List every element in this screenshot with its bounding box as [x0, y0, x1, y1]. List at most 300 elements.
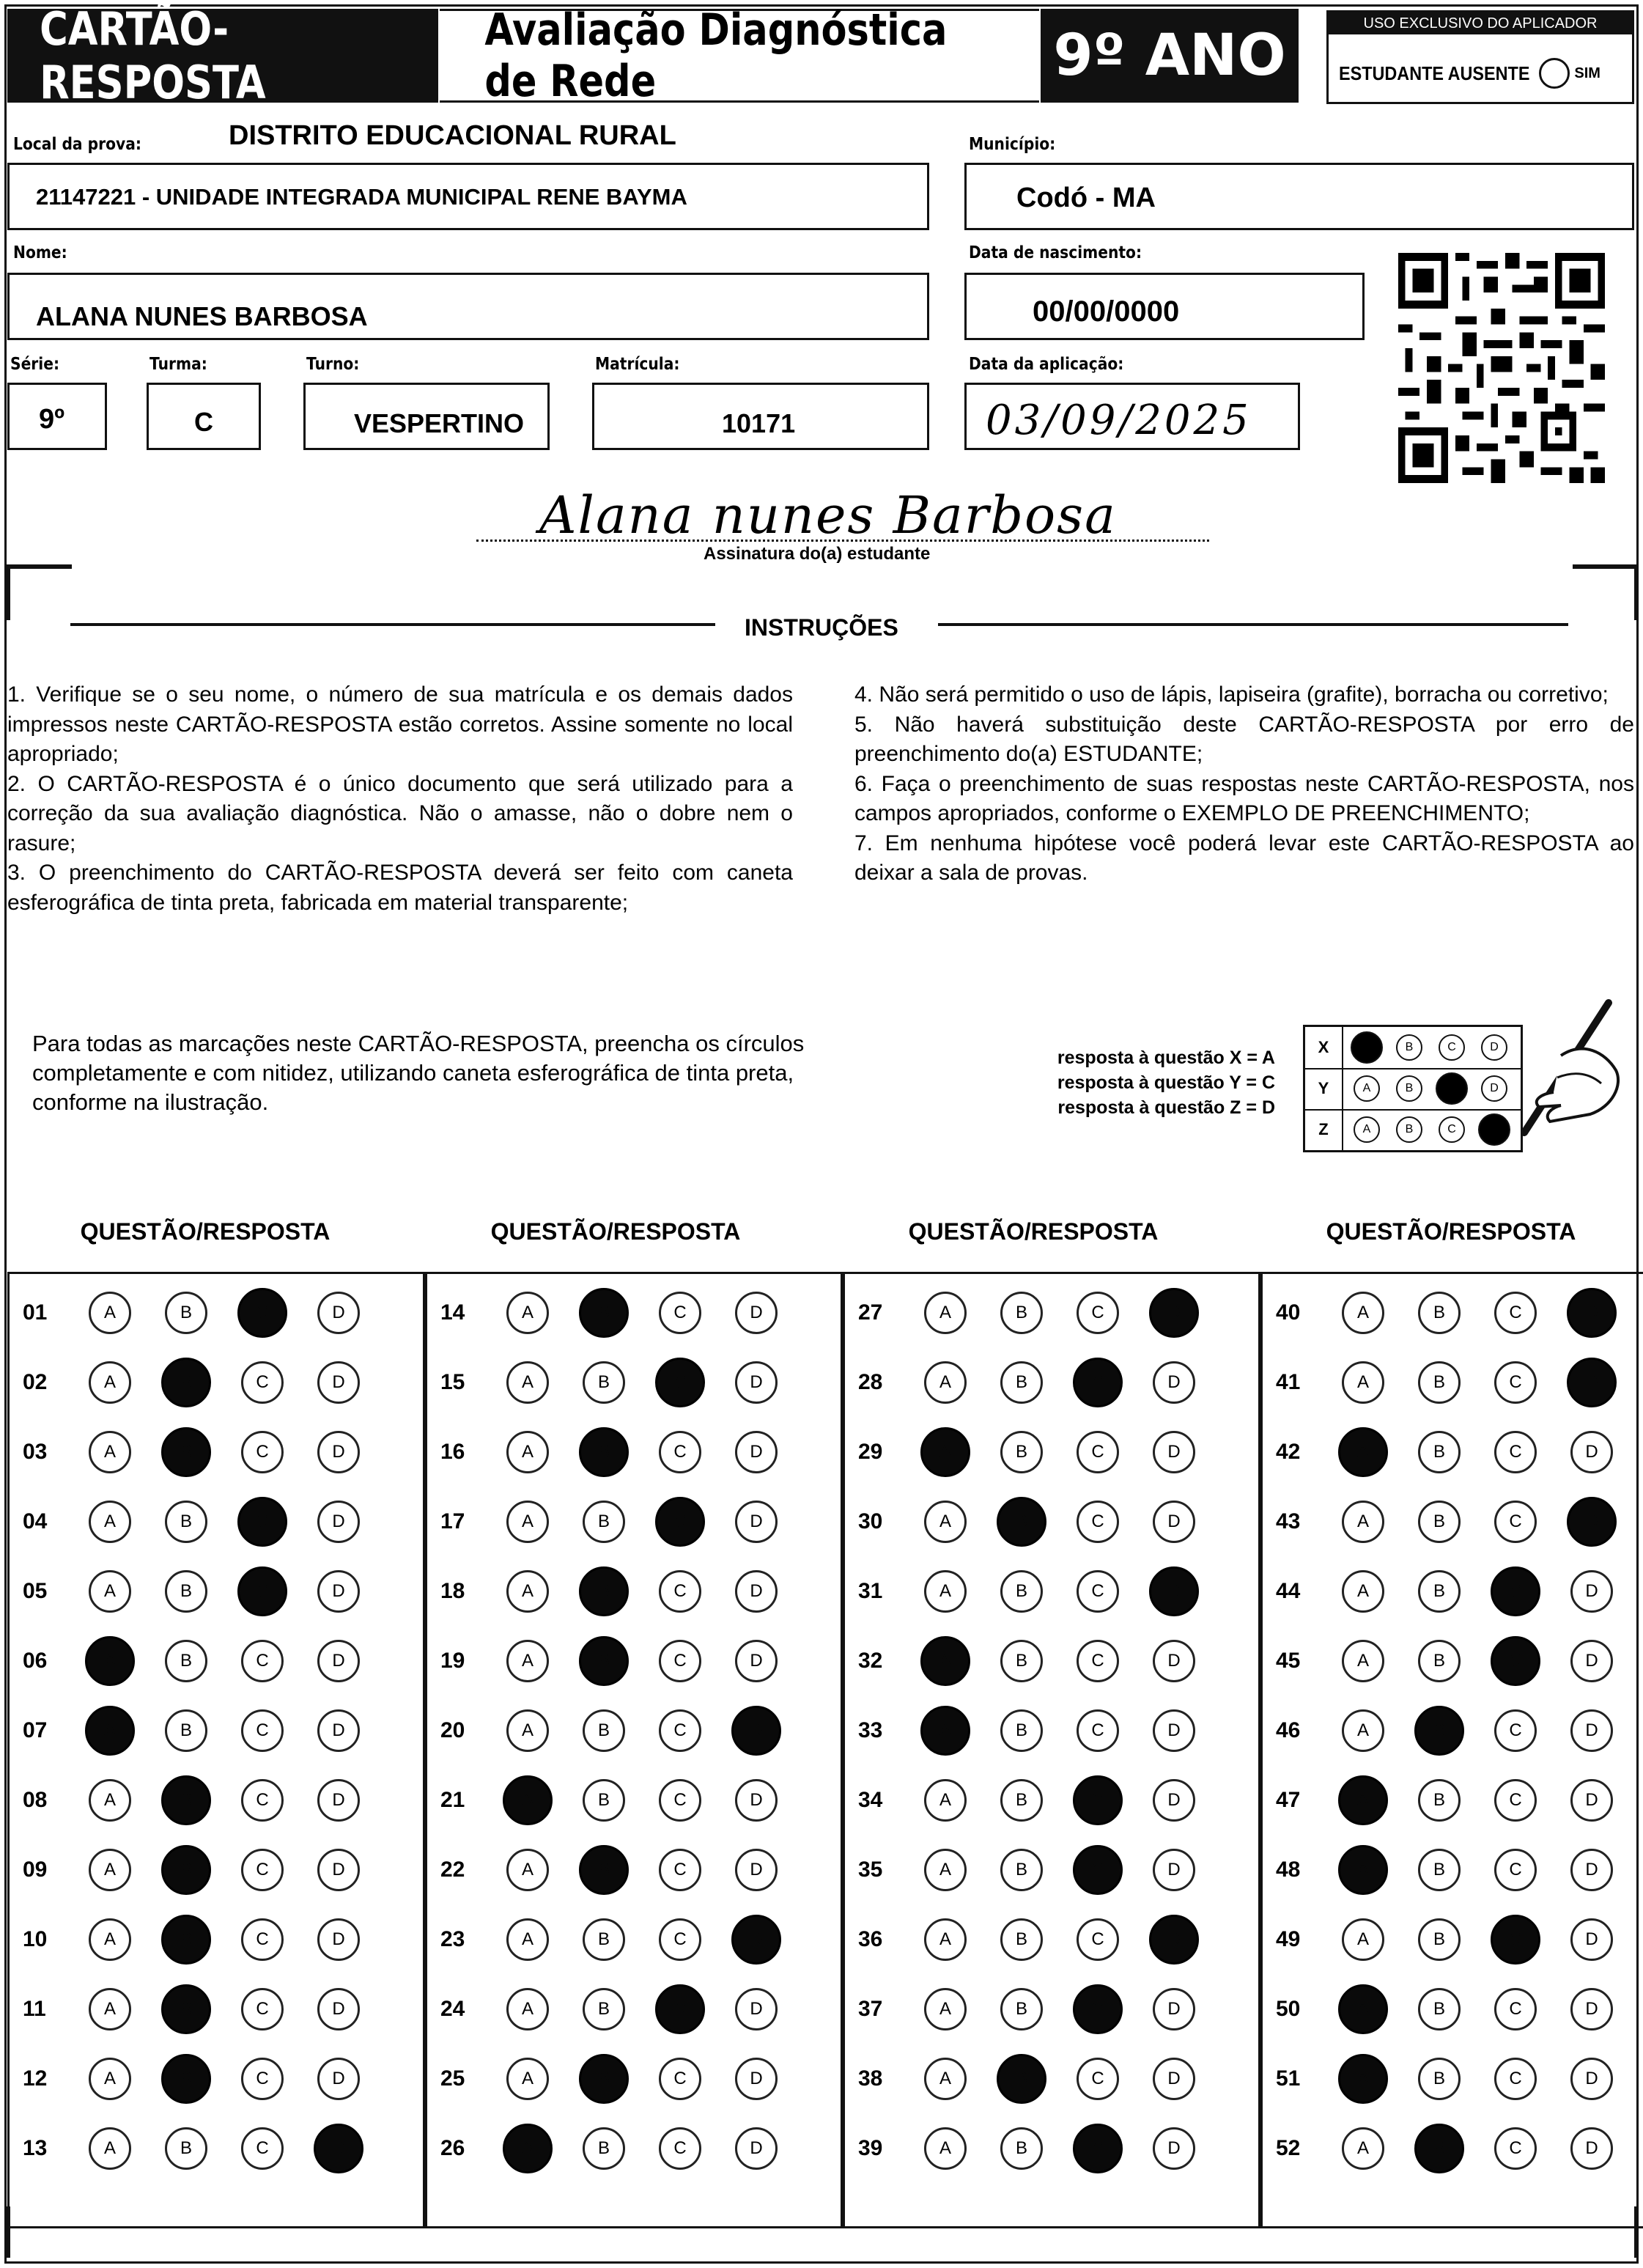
- signature-line: [476, 540, 1209, 542]
- instructions-right: [854, 680, 1634, 888]
- answer-bubble[interactable]: D: [317, 1501, 360, 1543]
- serie-field: 9º: [7, 383, 107, 450]
- question-number: 42: [1276, 1440, 1301, 1464]
- answer-bubble[interactable]: D: [1153, 1431, 1195, 1473]
- answer-bubble[interactable]: B: [1418, 1361, 1461, 1404]
- answer-bubble-filled[interactable]: C: [1073, 2124, 1123, 2173]
- answer-bubble[interactable]: C: [659, 2058, 701, 2100]
- answer-bubble[interactable]: A: [89, 1570, 131, 1613]
- example-text: Para todas as marcações neste CARTÃO-RESPOSTA, preencha os círculos completamente e com nitidez, utilizando caneta esferográfica de tinta preta, conforme na ilustração.: [32, 1031, 805, 1115]
- answer-bubble[interactable]: C: [1077, 1640, 1119, 1682]
- answer-bubble-filled[interactable]: D: [1149, 1288, 1199, 1338]
- answer-bubble[interactable]: A: [89, 2058, 131, 2100]
- answer-row: [1263, 2114, 1643, 2184]
- answer-bubble[interactable]: C: [659, 2127, 701, 2170]
- answer-bubble-filled[interactable]: A: [503, 1775, 553, 1825]
- answer-bubble[interactable]: B: [165, 1640, 207, 1682]
- question-number: 14: [440, 1300, 465, 1325]
- answer-bubble-filled[interactable]: B: [579, 1427, 629, 1477]
- answer-bubble[interactable]: D: [1570, 1431, 1613, 1473]
- answer-bubble[interactable]: D: [317, 1361, 360, 1404]
- instruction-3: 3. O preenchimento do CARTÃO-RESPOSTA deverá ser feito com caneta esferográfica de tinta preta, fabricada em material transparente;: [7, 861, 793, 915]
- answer-bubble[interactable]: A: [924, 1361, 967, 1404]
- answer-bubble[interactable]: C: [241, 1431, 284, 1473]
- answer-bubble[interactable]: A: [506, 1640, 549, 1682]
- answer-bubble[interactable]: C: [1494, 1779, 1537, 1822]
- answer-bubble[interactable]: B: [1000, 1361, 1043, 1404]
- answer-bubble[interactable]: A: [506, 1292, 549, 1334]
- answer-bubble-filled[interactable]: B: [161, 1775, 211, 1825]
- answer-bubble[interactable]: C: [241, 1849, 284, 1891]
- answer-row: [1263, 2044, 1643, 2114]
- answer-bubble[interactable]: D: [1153, 1640, 1195, 1682]
- answer-bubble[interactable]: D: [735, 1501, 778, 1543]
- answer-bubble[interactable]: D: [1570, 2058, 1613, 2100]
- answer-bubble[interactable]: D: [317, 1918, 360, 1961]
- question-number: 48: [1276, 1858, 1301, 1882]
- answer-row: [10, 2114, 423, 2184]
- answer-bubble[interactable]: C: [1494, 2058, 1537, 2100]
- answer-bubble[interactable]: D: [1153, 2058, 1195, 2100]
- answer-bubble[interactable]: D: [1570, 1779, 1613, 1822]
- answer-bubble[interactable]: B: [1000, 1709, 1043, 1752]
- answer-bubble[interactable]: A: [924, 1779, 967, 1822]
- answer-bubble[interactable]: D: [317, 1779, 360, 1822]
- answer-bubble-filled[interactable]: B: [579, 1636, 629, 1686]
- answer-bubble[interactable]: D: [317, 2058, 360, 2100]
- qr-code: [1398, 253, 1605, 483]
- answer-bubble-filled[interactable]: C: [1491, 1566, 1540, 1616]
- answer-bubble[interactable]: C: [241, 1779, 284, 1822]
- answer-column-4: [1260, 1272, 1643, 2228]
- question-number: 20: [440, 1718, 465, 1742]
- answer-bubble[interactable]: A: [506, 1849, 549, 1891]
- answer-bubble[interactable]: B: [1418, 1501, 1461, 1543]
- answer-bubble[interactable]: D: [1153, 1779, 1195, 1822]
- answer-bubble[interactable]: A: [506, 1570, 549, 1613]
- answer-bubble-filled[interactable]: D: [1149, 1566, 1199, 1616]
- answer-bubble[interactable]: B: [1000, 1570, 1043, 1613]
- answer-bubble[interactable]: C: [1077, 1501, 1119, 1543]
- answer-bubble[interactable]: A: [506, 1431, 549, 1473]
- question-number: 36: [858, 1927, 883, 1951]
- answer-bubble[interactable]: A: [924, 1918, 967, 1961]
- answer-bubble[interactable]: D: [735, 1849, 778, 1891]
- answer-bubble[interactable]: C: [1077, 1918, 1119, 1961]
- answer-bubble[interactable]: D: [1570, 1988, 1613, 2030]
- answer-bubble-filled[interactable]: C: [237, 1288, 287, 1338]
- answer-bubble[interactable]: C: [241, 1361, 284, 1404]
- answer-bubble[interactable]: B: [583, 1361, 625, 1404]
- answer-bubble[interactable]: A: [924, 1570, 967, 1613]
- instruction-2: 2. O CARTÃO-RESPOSTA é o único documento que será utilizado para a correção da sua avaliação diagnóstica. Não o amasse, não o dobre nem o rasure;: [7, 771, 793, 855]
- answer-bubble[interactable]: C: [1494, 1849, 1537, 1891]
- answers-heading-4: QUESTÃO/RESPOSTA: [1326, 1218, 1576, 1245]
- answer-bubble[interactable]: D: [317, 1709, 360, 1752]
- answer-row: [845, 1557, 1258, 1627]
- answer-bubble[interactable]: D: [1153, 1501, 1195, 1543]
- answer-bubble[interactable]: A: [924, 1849, 967, 1891]
- answer-bubble[interactable]: D: [735, 1640, 778, 1682]
- question-number: 29: [858, 1440, 883, 1464]
- answer-bubble[interactable]: C: [1077, 1709, 1119, 1752]
- question-number: 03: [23, 1440, 48, 1464]
- answer-bubble[interactable]: B: [1418, 1849, 1461, 1891]
- answer-bubble-filled[interactable]: C: [1073, 1984, 1123, 2034]
- answer-bubble[interactable]: A: [1342, 1361, 1384, 1404]
- answer-bubble[interactable]: B: [165, 1709, 207, 1752]
- answer-bubble-filled[interactable]: B: [997, 2054, 1046, 2104]
- answer-bubble-filled[interactable]: A: [920, 1427, 970, 1477]
- answer-bubble[interactable]: A: [1342, 1709, 1384, 1752]
- answer-bubble-filled[interactable]: B: [161, 1358, 211, 1407]
- answer-bubble[interactable]: D: [317, 1431, 360, 1473]
- question-number: 24: [440, 1997, 465, 2021]
- answer-bubble-filled[interactable]: C: [1491, 1636, 1540, 1686]
- question-number: 31: [858, 1579, 883, 1603]
- answer-bubble[interactable]: B: [1418, 1431, 1461, 1473]
- answer-bubble[interactable]: C: [241, 1988, 284, 2030]
- matricula-field: 10171: [592, 383, 929, 450]
- answer-bubble[interactable]: C: [241, 1640, 284, 1682]
- answer-bubble[interactable]: D: [1153, 1709, 1195, 1752]
- corner-mark-top-right: [1573, 564, 1639, 620]
- answer-row: [10, 2044, 423, 2114]
- answer-bubble[interactable]: C: [659, 1570, 701, 1613]
- answer-bubble[interactable]: B: [1418, 1918, 1461, 1961]
- answer-row: [10, 1418, 423, 1487]
- answer-bubble[interactable]: B: [1418, 1292, 1461, 1334]
- question-number: 10: [23, 1927, 48, 1951]
- example-bubble: A: [1354, 1116, 1380, 1143]
- answer-row: [427, 1905, 841, 1975]
- answer-bubble-filled[interactable]: A: [920, 1706, 970, 1756]
- answer-bubble-filled[interactable]: C: [1491, 1915, 1540, 1965]
- answer-bubble-filled[interactable]: B: [997, 1497, 1046, 1547]
- answer-bubble[interactable]: D: [735, 1779, 778, 1822]
- question-number: 05: [23, 1579, 48, 1603]
- answer-bubble-filled[interactable]: B: [579, 1566, 629, 1616]
- answer-row: [10, 1487, 423, 1557]
- evaluation-title: Avaliação Diagnóstica de Rede: [440, 9, 1039, 103]
- answer-bubble[interactable]: A: [1342, 1918, 1384, 1961]
- answer-bubble[interactable]: B: [583, 2127, 625, 2170]
- answer-bubble[interactable]: C: [1077, 2058, 1119, 2100]
- answer-bubble[interactable]: B: [165, 2127, 207, 2170]
- answer-bubble[interactable]: C: [1494, 1361, 1537, 1404]
- answer-row: [10, 1278, 423, 1348]
- instruction-1: 1. Verifique se o seu nome, o número de sua matrícula e os demais dados impressos neste CARTÃO-RESPOSTA estão corretos. Assine somente no local apropriado;: [7, 682, 793, 766]
- answer-row: [427, 1418, 841, 1487]
- answer-bubble[interactable]: C: [659, 1918, 701, 1961]
- answer-bubble[interactable]: D: [1153, 1849, 1195, 1891]
- answer-bubble-filled[interactable]: C: [1073, 1358, 1123, 1407]
- answer-bubble[interactable]: B: [1000, 1640, 1043, 1682]
- answer-bubble-filled[interactable]: D: [1149, 1915, 1199, 1965]
- grade-title: 9º ANO: [1041, 9, 1299, 103]
- answer-bubble[interactable]: B: [1000, 1292, 1043, 1334]
- answer-bubble[interactable]: D: [1570, 1709, 1613, 1752]
- answer-bubble[interactable]: B: [1000, 1988, 1043, 2030]
- answer-bubble[interactable]: A: [506, 1988, 549, 2030]
- question-number: 21: [440, 1788, 465, 1812]
- answer-bubble[interactable]: C: [1494, 1292, 1537, 1334]
- answer-bubble[interactable]: A: [89, 1849, 131, 1891]
- answer-bubble[interactable]: D: [735, 1988, 778, 2030]
- example-bubble: D: [1481, 1075, 1507, 1102]
- absent-label: ESTUDANTE AUSENTE: [1339, 62, 1530, 84]
- answer-bubble[interactable]: A: [89, 2127, 131, 2170]
- answer-bubble[interactable]: B: [583, 1988, 625, 2030]
- answer-bubble[interactable]: D: [735, 1361, 778, 1404]
- answer-bubble[interactable]: D: [735, 1570, 778, 1613]
- answer-row: [10, 1905, 423, 1975]
- answer-bubble-filled[interactable]: B: [161, 1427, 211, 1477]
- answer-row: [845, 1278, 1258, 1348]
- answer-bubble-filled[interactable]: A: [1338, 1845, 1388, 1895]
- answer-bubble-filled[interactable]: B: [1414, 1706, 1464, 1756]
- answer-bubble[interactable]: C: [1077, 1570, 1119, 1613]
- answer-bubble[interactable]: B: [1000, 1849, 1043, 1891]
- answer-bubble[interactable]: A: [924, 1988, 967, 2030]
- answer-bubble[interactable]: D: [735, 1431, 778, 1473]
- answer-bubble-filled[interactable]: C: [237, 1566, 287, 1616]
- answer-bubble[interactable]: A: [89, 1918, 131, 1961]
- answer-bubble[interactable]: D: [1153, 1361, 1195, 1404]
- answer-bubble[interactable]: B: [165, 1501, 207, 1543]
- example-bubble-filled: D: [1478, 1113, 1510, 1146]
- answer-bubble[interactable]: B: [1418, 1988, 1461, 2030]
- answer-bubble[interactable]: B: [1000, 1431, 1043, 1473]
- question-number: 52: [1276, 2136, 1301, 2160]
- answer-bubble[interactable]: C: [1077, 1292, 1119, 1334]
- answer-bubble[interactable]: D: [1570, 1640, 1613, 1682]
- answer-bubble-filled[interactable]: B: [161, 1845, 211, 1895]
- answer-bubble[interactable]: B: [583, 1918, 625, 1961]
- answer-bubble-filled[interactable]: C: [237, 1497, 287, 1547]
- answer-bubble[interactable]: A: [89, 1779, 131, 1822]
- answer-bubble[interactable]: A: [924, 1501, 967, 1543]
- nome-field: ALANA NUNES BARBOSA: [7, 273, 929, 340]
- answer-bubble-filled[interactable]: B: [161, 1915, 211, 1965]
- answer-row: [845, 1487, 1258, 1557]
- absent-checkbox[interactable]: [1539, 58, 1570, 89]
- answer-bubble[interactable]: D: [735, 2058, 778, 2100]
- answer-row: [1263, 1696, 1643, 1766]
- answer-bubble[interactable]: B: [583, 1779, 625, 1822]
- answer-bubble[interactable]: A: [1342, 1292, 1384, 1334]
- answer-bubble-filled[interactable]: A: [85, 1706, 135, 1756]
- answer-bubble[interactable]: A: [924, 2058, 967, 2100]
- answer-bubble[interactable]: A: [506, 1361, 549, 1404]
- answer-bubble[interactable]: B: [1418, 1570, 1461, 1613]
- instruction-5: 5. Não haverá substituição deste CARTÃO-RESPOSTA por erro de preenchimento do(a) ESTUDANTE;: [854, 712, 1634, 766]
- answer-bubble[interactable]: B: [1000, 2127, 1043, 2170]
- answer-row: [845, 2114, 1258, 2184]
- instructions-left: [7, 680, 793, 918]
- answer-bubble[interactable]: D: [317, 1570, 360, 1613]
- answer-bubble-filled[interactable]: A: [1338, 1984, 1388, 2034]
- answer-bubble[interactable]: B: [165, 1570, 207, 1613]
- answer-bubble[interactable]: A: [1342, 1570, 1384, 1613]
- answer-bubble-filled[interactable]: D: [1567, 1497, 1617, 1547]
- answer-row: [427, 1627, 841, 1696]
- answer-row: [845, 1696, 1258, 1766]
- signature-label: Assinatura do(a) estudante: [704, 544, 931, 564]
- answer-bubble-filled[interactable]: B: [579, 2054, 629, 2104]
- answer-bubble[interactable]: C: [659, 1779, 701, 1822]
- answer-bubble[interactable]: A: [506, 2058, 549, 2100]
- answer-bubble[interactable]: D: [317, 1292, 360, 1334]
- answer-row: [1263, 1905, 1643, 1975]
- answer-bubble-filled[interactable]: A: [920, 1636, 970, 1686]
- question-number: 23: [440, 1927, 465, 1951]
- answer-bubble[interactable]: B: [583, 1709, 625, 1752]
- answer-row: [1263, 1627, 1643, 1696]
- question-number: 09: [23, 1858, 48, 1882]
- answer-bubble[interactable]: C: [659, 1640, 701, 1682]
- example-bubble: B: [1396, 1075, 1422, 1102]
- answer-bubble[interactable]: D: [1153, 2127, 1195, 2170]
- answer-bubble[interactable]: C: [1494, 1988, 1537, 2030]
- answer-bubble[interactable]: B: [1000, 1779, 1043, 1822]
- question-number: 25: [440, 2066, 465, 2091]
- answer-bubble-filled[interactable]: D: [314, 2124, 363, 2173]
- answer-bubble[interactable]: A: [924, 2127, 967, 2170]
- answer-bubble[interactable]: D: [1153, 1988, 1195, 2030]
- local-field: 21147221 - UNIDADE INTEGRADA MUNICIPAL RENE BAYMA: [7, 163, 929, 230]
- answer-bubble[interactable]: A: [506, 1918, 549, 1961]
- example-legend-y: resposta à questão Y = C: [1057, 1072, 1275, 1093]
- answer-bubble[interactable]: B: [1418, 1640, 1461, 1682]
- answer-bubble[interactable]: A: [89, 1431, 131, 1473]
- answer-bubble[interactable]: D: [317, 1640, 360, 1682]
- answer-bubble-filled[interactable]: B: [1414, 2124, 1464, 2173]
- answer-row: [427, 1766, 841, 1836]
- example-bubble: B: [1396, 1034, 1422, 1061]
- answer-bubble-filled[interactable]: B: [579, 1288, 629, 1338]
- answer-bubble[interactable]: D: [735, 2127, 778, 2170]
- answer-bubble[interactable]: C: [241, 2127, 284, 2170]
- answer-bubble[interactable]: C: [1494, 1431, 1537, 1473]
- answer-bubble[interactable]: D: [317, 1988, 360, 2030]
- answer-row: [1263, 1348, 1643, 1418]
- answer-bubble[interactable]: A: [89, 1988, 131, 2030]
- answer-bubble[interactable]: C: [1077, 1431, 1119, 1473]
- answer-bubble-filled[interactable]: C: [655, 1984, 705, 2034]
- answer-row: [10, 1627, 423, 1696]
- answer-bubble-filled[interactable]: D: [731, 1706, 781, 1756]
- example-bubble: C: [1439, 1116, 1465, 1143]
- answer-bubble[interactable]: C: [659, 1709, 701, 1752]
- question-number: 06: [23, 1649, 48, 1673]
- local-label: Local da prova:: [13, 135, 141, 154]
- answer-bubble[interactable]: C: [1494, 2127, 1537, 2170]
- answer-row: [427, 1975, 841, 2044]
- answer-bubble[interactable]: A: [924, 1292, 967, 1334]
- answer-bubble[interactable]: B: [583, 1501, 625, 1543]
- example-legend-x: resposta à questão X = A: [1057, 1048, 1275, 1068]
- answer-bubble[interactable]: C: [1494, 1501, 1537, 1543]
- answer-bubble-filled[interactable]: A: [1338, 1775, 1388, 1825]
- answer-bubble[interactable]: B: [1000, 1918, 1043, 1961]
- answer-row: [10, 1348, 423, 1418]
- answer-bubble[interactable]: B: [165, 1292, 207, 1334]
- answer-bubble[interactable]: D: [1570, 2127, 1613, 2170]
- question-number: 01: [23, 1300, 48, 1325]
- answer-bubble-filled[interactable]: B: [161, 1984, 211, 2034]
- answer-bubble[interactable]: C: [241, 2058, 284, 2100]
- answer-bubble-filled[interactable]: B: [579, 1845, 629, 1895]
- answer-bubble-filled[interactable]: C: [1073, 1775, 1123, 1825]
- answers-heading-1: QUESTÃO/RESPOSTA: [80, 1218, 331, 1245]
- answer-bubble[interactable]: D: [1570, 1570, 1613, 1613]
- answer-bubble-filled[interactable]: A: [1338, 1427, 1388, 1477]
- answer-row: [1263, 1487, 1643, 1557]
- district-name: DISTRITO EDUCACIONAL RURAL: [229, 120, 676, 151]
- question-number: 47: [1276, 1788, 1301, 1812]
- answer-bubble[interactable]: B: [1418, 1779, 1461, 1822]
- answer-bubble[interactable]: C: [1494, 1709, 1537, 1752]
- answer-bubble[interactable]: A: [89, 1361, 131, 1404]
- turma-field: C: [147, 383, 261, 450]
- answer-bubble[interactable]: C: [659, 1292, 701, 1334]
- answer-row: [1263, 1278, 1643, 1348]
- answer-bubble-filled[interactable]: C: [1073, 1845, 1123, 1895]
- question-number: 41: [1276, 1370, 1301, 1394]
- example-bubble-filled: C: [1436, 1072, 1468, 1105]
- question-number: 02: [23, 1370, 48, 1394]
- answer-bubble[interactable]: C: [241, 1918, 284, 1961]
- answer-bubble[interactable]: C: [241, 1709, 284, 1752]
- answer-bubble-filled[interactable]: A: [1338, 2054, 1388, 2104]
- answer-bubble[interactable]: D: [1570, 1849, 1613, 1891]
- answer-row: [427, 2114, 841, 2184]
- answer-bubble-filled[interactable]: D: [1567, 1358, 1617, 1407]
- answer-column-3: [843, 1272, 1260, 2228]
- answer-bubble[interactable]: A: [506, 1501, 549, 1543]
- answer-row: [10, 1836, 423, 1905]
- answer-row: [1263, 1836, 1643, 1905]
- answer-bubble[interactable]: D: [317, 1849, 360, 1891]
- answer-bubble[interactable]: B: [1418, 2058, 1461, 2100]
- answer-bubble[interactable]: D: [1570, 1918, 1613, 1961]
- answer-bubble-filled[interactable]: C: [655, 1497, 705, 1547]
- question-number: 26: [440, 2136, 465, 2160]
- answer-bubble-filled[interactable]: D: [1567, 1288, 1617, 1338]
- answer-bubble[interactable]: A: [1342, 1501, 1384, 1543]
- answer-bubble[interactable]: A: [1342, 1640, 1384, 1682]
- question-number: 51: [1276, 2066, 1301, 2091]
- answer-bubble[interactable]: C: [659, 1849, 701, 1891]
- instructions-title: INSTRUÇÕES: [745, 614, 898, 641]
- answer-bubble[interactable]: A: [506, 1709, 549, 1752]
- answer-bubble[interactable]: A: [89, 1292, 131, 1334]
- answer-bubble[interactable]: A: [1342, 2127, 1384, 2170]
- answer-bubble-filled[interactable]: C: [655, 1358, 705, 1407]
- question-number: 37: [858, 1997, 883, 2021]
- answer-bubble-filled[interactable]: A: [85, 1636, 135, 1686]
- answer-bubble-filled[interactable]: D: [731, 1915, 781, 1965]
- serie-label: Série:: [10, 355, 60, 374]
- answer-bubble-filled[interactable]: B: [161, 2054, 211, 2104]
- answer-bubble[interactable]: D: [735, 1292, 778, 1334]
- answer-bubble[interactable]: C: [659, 1431, 701, 1473]
- answer-bubble[interactable]: A: [89, 1501, 131, 1543]
- example-bubble: D: [1481, 1034, 1507, 1061]
- question-number: 15: [440, 1370, 465, 1394]
- answer-bubble-filled[interactable]: A: [503, 2124, 553, 2173]
